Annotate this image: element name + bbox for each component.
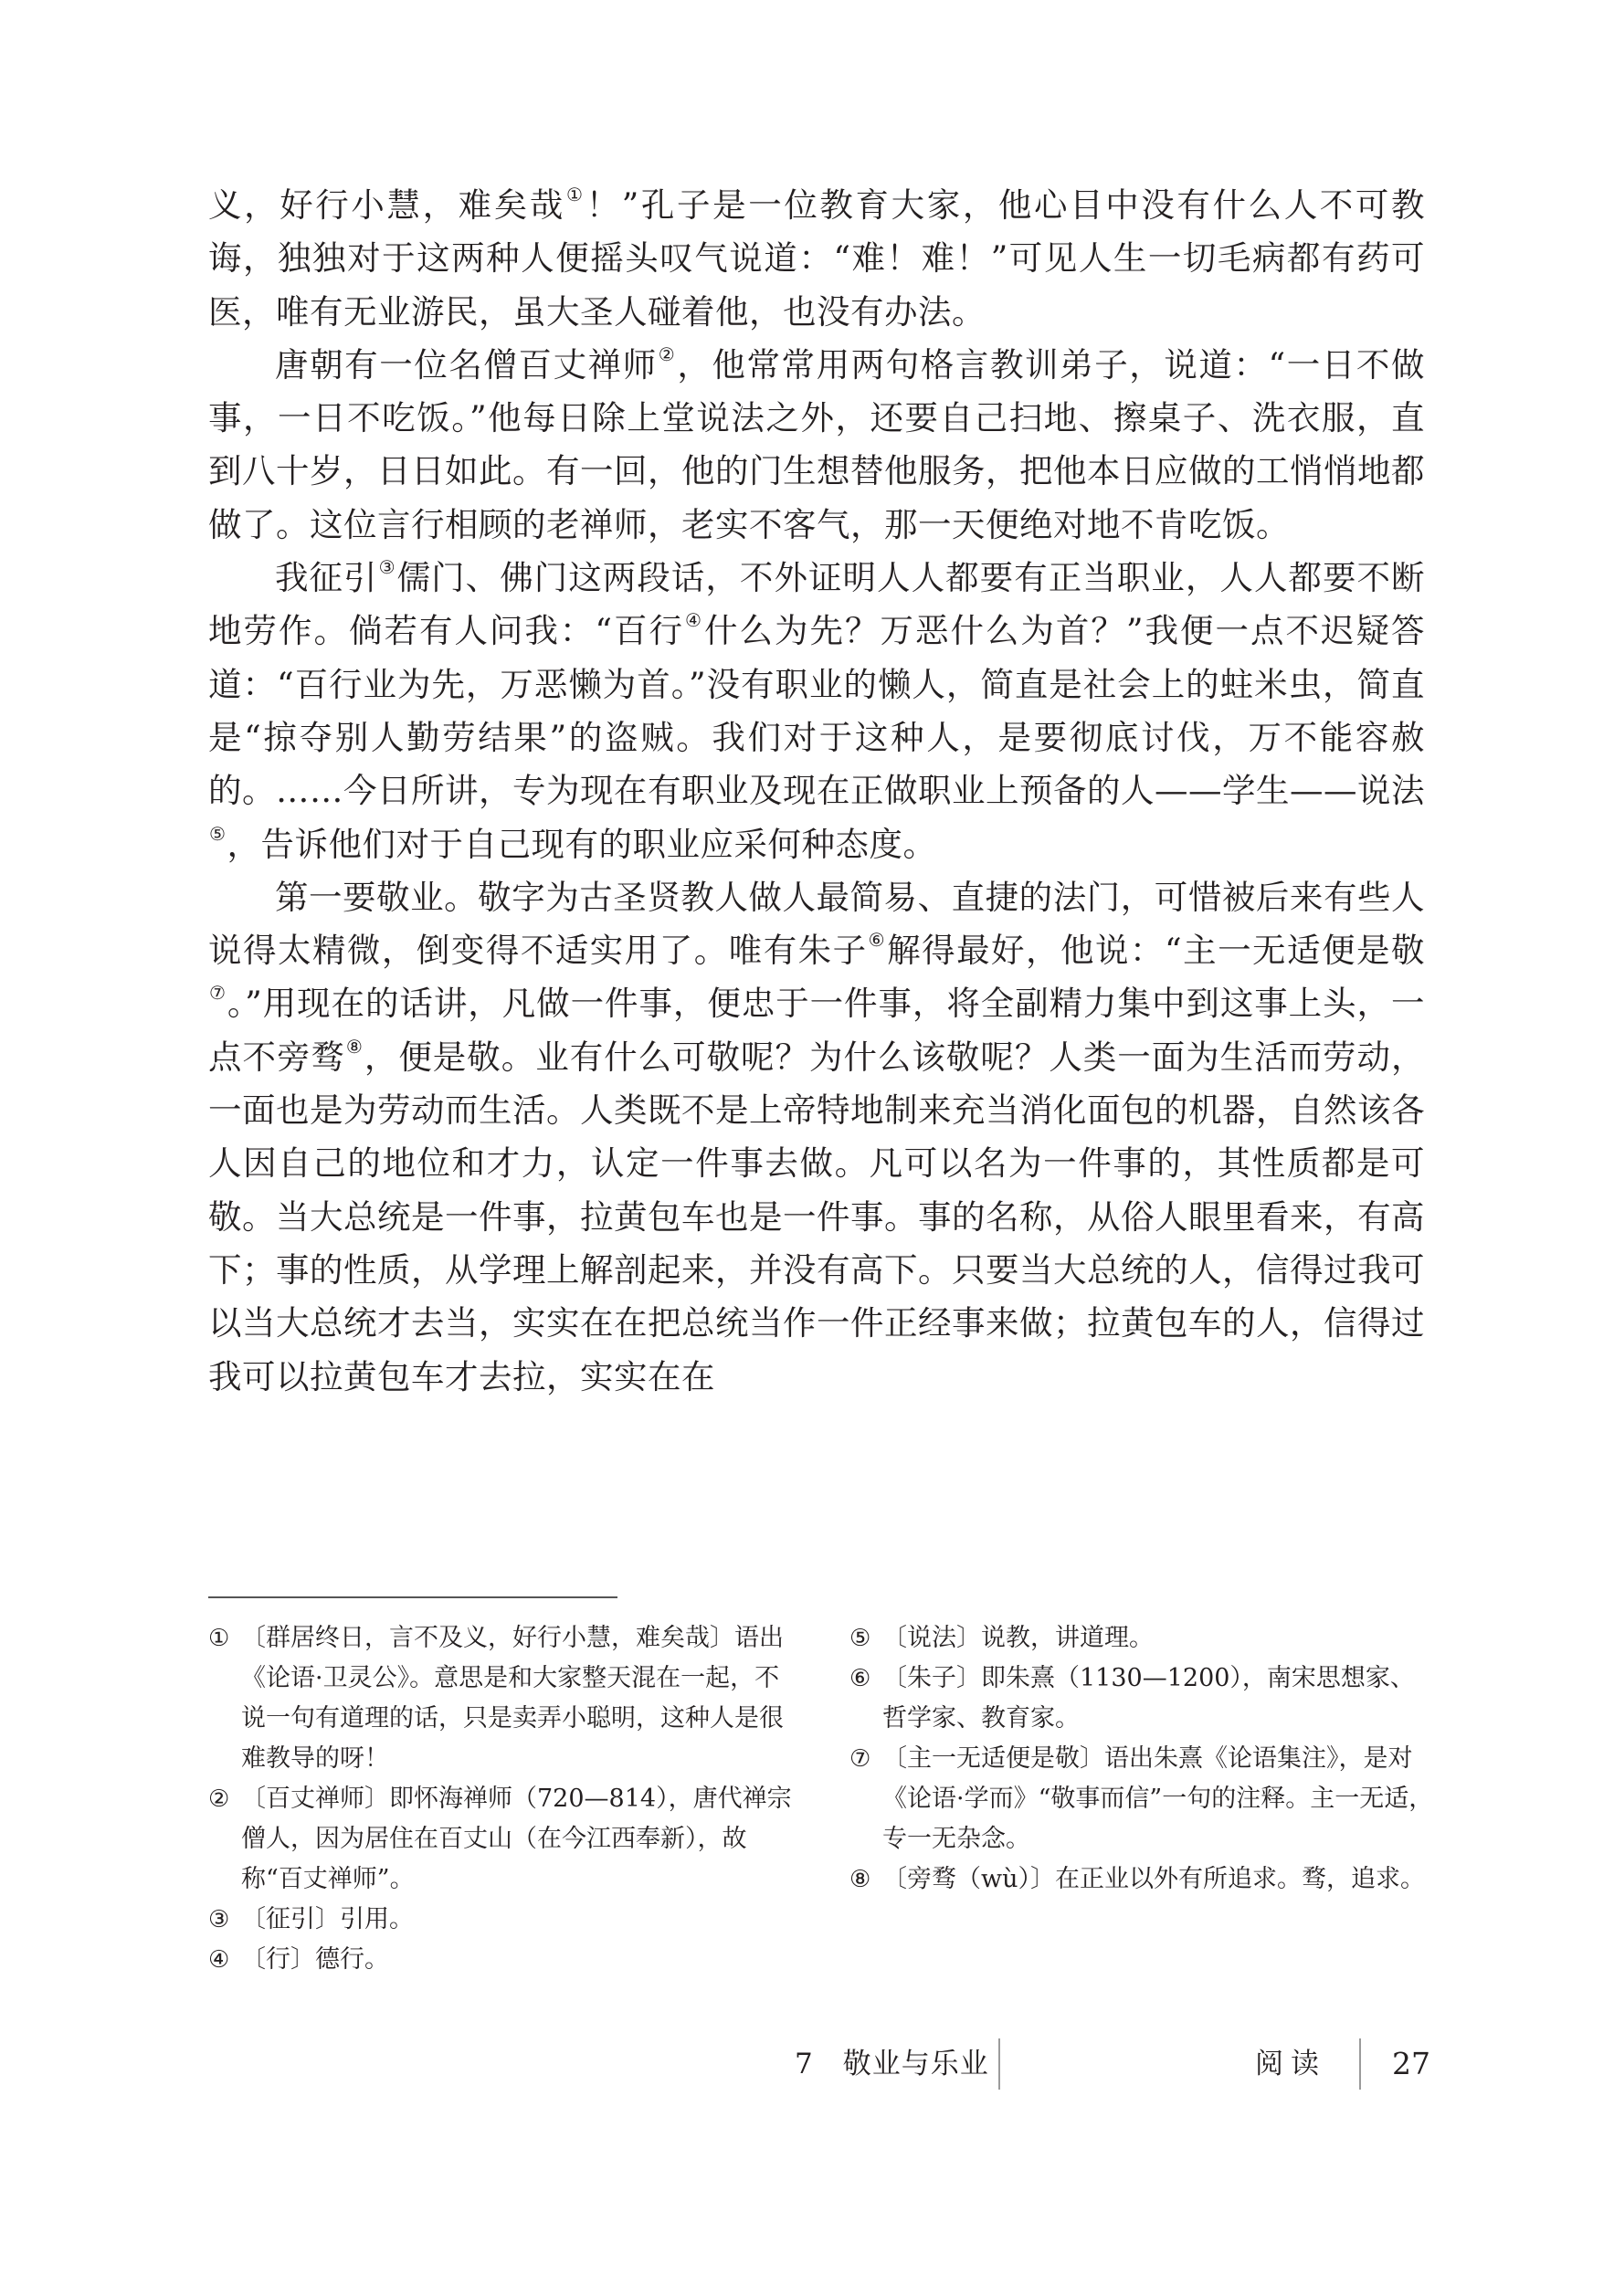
footnote-1 (208, 1618, 800, 1779)
footnote-3-mark: ③ (208, 1906, 230, 1933)
footnote-ref-3[interactable]: ③ (378, 556, 396, 579)
footnote-6-mark: ⑥ (849, 1665, 871, 1692)
paragraph-4 (208, 871, 1425, 1404)
paragraph-3 (208, 552, 1425, 871)
footnote-divider (208, 1596, 617, 1598)
footnote-6 (849, 1659, 1434, 1739)
page-number: 27 (1392, 2046, 1430, 2081)
footer-chapter-title: 7 敬业与乐业 (795, 2048, 989, 2080)
paragraph-1 (208, 179, 1425, 339)
footnote-5-mark: ⑤ (849, 1625, 871, 1652)
footnote-5 (849, 1618, 1434, 1659)
paragraph-4-text-a: 第一要敬业。敬字为古圣贤教人做人最简易、直捷的法门，可惜被后来有些人说得太精微，倒变得不适实用了。唯有朱子 (208, 877, 1425, 971)
footnote-2-mark: ② (208, 1785, 230, 1813)
footnote-7-mark: ⑦ (849, 1745, 871, 1773)
paragraph-2-text-a: 唐朝有一位名僧百丈禅师 (275, 344, 658, 384)
footnote-8 (849, 1859, 1434, 1900)
footnote-ref-5[interactable]: ⑤ (209, 822, 227, 845)
paragraph-3-text-c: 什么为先？万恶什么为首？”我便一点不迟疑答道：“百行业为先，万恶懒为首。”没有职业的懒人，简直是社会上的蛀米虫，简直是“掠夺别人勤劳结果”的盗贼。我们对于这种人，是要彻底讨伐，万不能容赦的。……今日所讲，专为现在有职业及现在正做职业上预备的人——学生——说法 (208, 611, 1425, 811)
paragraph-4-text-d: ，便是敬。业有什么可敬呢？为什么该敬呢？人类一面为生活而劳动，一面也是为劳动而生活。人类既不是上帝特地制来充当消化面包的机器，自然该各人因自己的地位和才力，认定一件事去做。凡可以名为一件事的，其性质都是可敬。当大总统是一件事，拉黄包车也是一件事。事的名称，从俗人眼里看来，有高下；事的性质，从学理上解剖起来，并没有高下。只要当大总统的人，信得过我可以当大总统才去当，实实在在把总统当作一件正经事来做；拉黄包车的人，信得过我可以拉黄包车才去拉，实实在在 (208, 1037, 1426, 1396)
footnote-1-mark: ① (208, 1625, 230, 1652)
footnotes-left-column (208, 1618, 800, 1980)
footnote-2 (208, 1779, 800, 1900)
paragraph-1-text-b: ！”孔子是一位教育大家，他心目中没有什么人不可教诲，独独对于这两种人便摇头叹气说道：“难！难！”可见人生一切毛病都有药可医，唯有无业游民，虽大圣人碰着他，也没有办法。 (208, 185, 1425, 332)
footnote-ref-6[interactable]: ⑥ (868, 929, 887, 952)
paragraph-4-text-b: 解得最好，他说：“主一无适便是敬 (887, 931, 1425, 971)
footnote-1-text: 〔群居终日，言不及义，好行小慧，难矣哉〕语出《论语·卫灵公》。意思是和大家整天混在一起，不说一句有道理的话，只是卖弄小聪明，这种人是很难教导的呀！ (241, 1624, 784, 1773)
paragraph-3-text-d: ，告诉他们对于自己现有的职业应采何种态度。 (227, 824, 937, 864)
footnote-8-mark: ⑧ (849, 1866, 871, 1893)
paragraph-1-text-a: 义，好行小慧，难矣哉 (208, 185, 565, 225)
footnote-6-text: 〔朱子〕即朱熹（1130—1200），南宋思想家、哲学家、教育家。 (882, 1664, 1415, 1733)
footer-section-label: 阅读 (1255, 2048, 1326, 2080)
footnote-ref-7[interactable]: ⑦ (209, 982, 227, 1005)
footnote-7 (849, 1739, 1434, 1859)
footnote-ref-1[interactable]: ① (565, 183, 585, 205)
paragraph-2 (208, 339, 1425, 552)
main-body-text (208, 179, 1425, 1404)
paragraph-3-text-b: 儒门、佛门这两段话，不外证明人人都要有正当职业，人人都要不断地劳作。倘若有人问我：“百行 (208, 558, 1426, 651)
footnote-ref-2[interactable]: ② (658, 342, 677, 365)
footnote-4 (208, 1940, 800, 1980)
footnote-5-text: 〔说法〕说教，讲道理。 (882, 1624, 1154, 1652)
footnote-7-text: 〔主一无适便是敬〕语出朱熹《论语集注》，是对《论语·学而》“敬事而信”一句的注释。主一无适，专一无杂念。 (882, 1744, 1434, 1853)
paragraph-4-text-c: 。”用现在的话讲，凡做一件事，便忠于一件事，将全副精力集中到这事上头，一点不旁骛 (208, 984, 1425, 1077)
paragraph-2-text-b: ，他常常用两句格言教训弟子，说道：“一日不做事，一日不吃饭。”他每日除上堂说法之外，还要自己扫地、擦桌子、洗衣服，直到八十岁，日日如此。有一回，他的门生想替他服务，把他本日应做的工悄悄地都做了。这位言行相顾的老禅师，老实不客气，那一天便绝对地不肯吃饭。 (208, 344, 1425, 544)
footnote-4-mark: ④ (208, 1946, 230, 1974)
footnote-4-text: 〔行〕德行。 (241, 1945, 389, 1974)
footer-divider (998, 2038, 1000, 2090)
footnotes-right-column (849, 1618, 1434, 1900)
footer-divider (1359, 2038, 1361, 2090)
footnote-ref-4[interactable]: ④ (685, 609, 704, 632)
footnote-3-text: 〔征引〕引用。 (241, 1905, 414, 1933)
footnote-2-text: 〔百丈禅师〕即怀海禅师（720—814），唐代禅宗僧人，因为居住在百丈山（在今江西奉新），故称“百丈禅师”。 (241, 1785, 792, 1893)
footnote-ref-8[interactable]: ⑧ (345, 1035, 364, 1058)
footnote-3 (208, 1900, 800, 1940)
footnote-8-text: 〔旁骛（wù）〕在正业以外有所追求。骛，追求。 (882, 1865, 1425, 1893)
paragraph-3-text-a: 我征引 (275, 558, 378, 598)
page-footer (0, 2044, 1614, 2099)
